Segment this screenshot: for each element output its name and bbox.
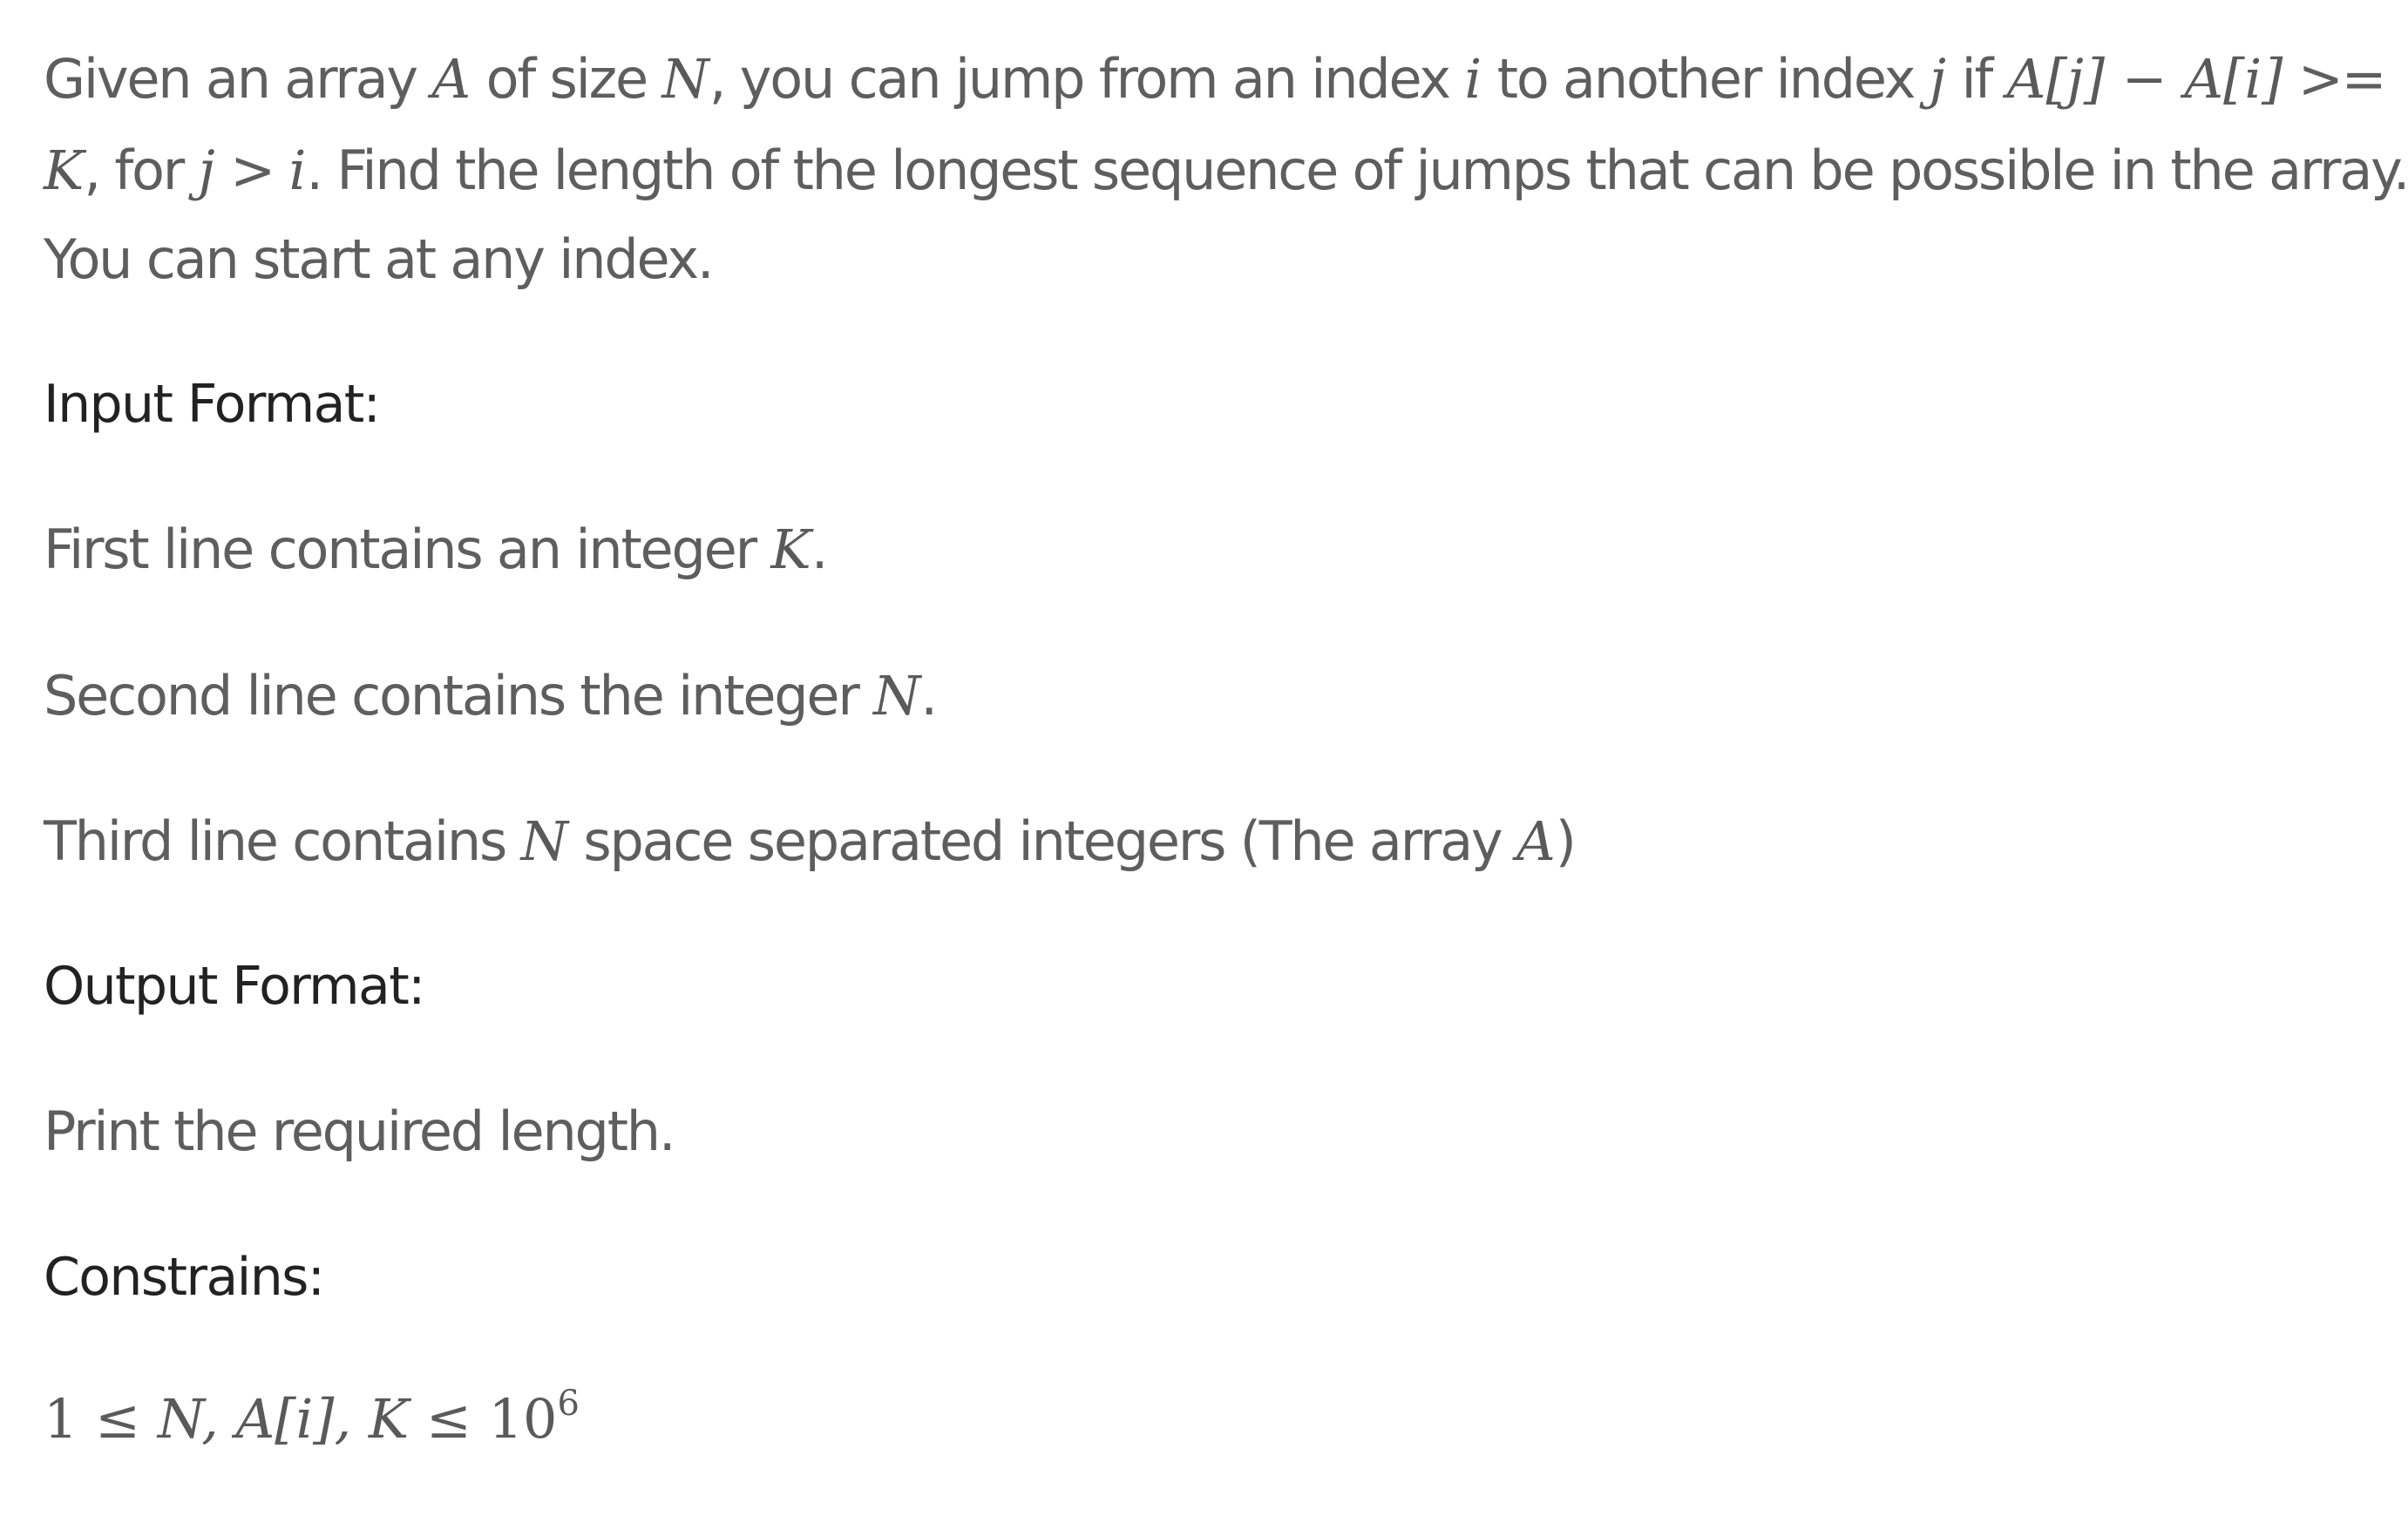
text: if xyxy=(1946,47,2007,111)
math-var: A xyxy=(1516,809,1556,873)
math-var: A xyxy=(431,47,471,111)
text: Given an array xyxy=(44,47,432,111)
math-var: j xyxy=(1929,47,1946,111)
output-format-heading: Output Format: xyxy=(44,956,424,1017)
math-var: K xyxy=(770,518,811,581)
math-text: 1 ≤ xyxy=(44,1387,158,1451)
text: of size xyxy=(471,47,662,111)
intro-line-3: You can start at any index. xyxy=(44,227,713,291)
intro-line-1 xyxy=(44,47,2385,111)
math-text: ≤ 10 xyxy=(409,1387,558,1451)
text: Third line contains xyxy=(44,809,521,873)
input-first-line xyxy=(44,518,827,581)
math-var: K xyxy=(44,139,85,202)
text: . xyxy=(811,518,827,581)
math-var: N xyxy=(661,47,709,111)
math-var: i xyxy=(1464,47,1482,111)
constraints-formula xyxy=(44,1384,580,1451)
text: , for xyxy=(84,139,199,202)
input-third-line xyxy=(44,809,1575,873)
text: > xyxy=(214,139,289,202)
math-var: i xyxy=(288,139,307,202)
text: >= xyxy=(2283,47,2385,111)
math-var: N xyxy=(873,664,921,728)
math-var: N xyxy=(520,809,568,873)
math-expression: N, A[i], K xyxy=(157,1387,410,1451)
text: space separated integers (The array xyxy=(567,809,1517,873)
text: . Find the length of the longest sequence of jumps that can be possible in the array. xyxy=(306,139,2408,202)
input-second-line xyxy=(44,664,936,728)
text: to another index xyxy=(1482,47,1930,111)
text: First line contains an integer xyxy=(44,518,771,581)
text: Second line contains the integer xyxy=(44,664,874,728)
math-expression: A[j] − A[i] xyxy=(2006,47,2283,111)
math-var: j xyxy=(198,139,215,202)
input-format-heading: Input Format: xyxy=(44,374,380,435)
output-text: Print the required length. xyxy=(44,1100,675,1163)
constraints-heading: Constrains: xyxy=(44,1247,324,1308)
text: . xyxy=(920,664,936,728)
intro-line-2 xyxy=(44,139,2408,202)
text: ) xyxy=(1555,809,1575,873)
exponent: 6 xyxy=(557,1384,580,1424)
text: , you can jump from an index xyxy=(709,47,1465,111)
